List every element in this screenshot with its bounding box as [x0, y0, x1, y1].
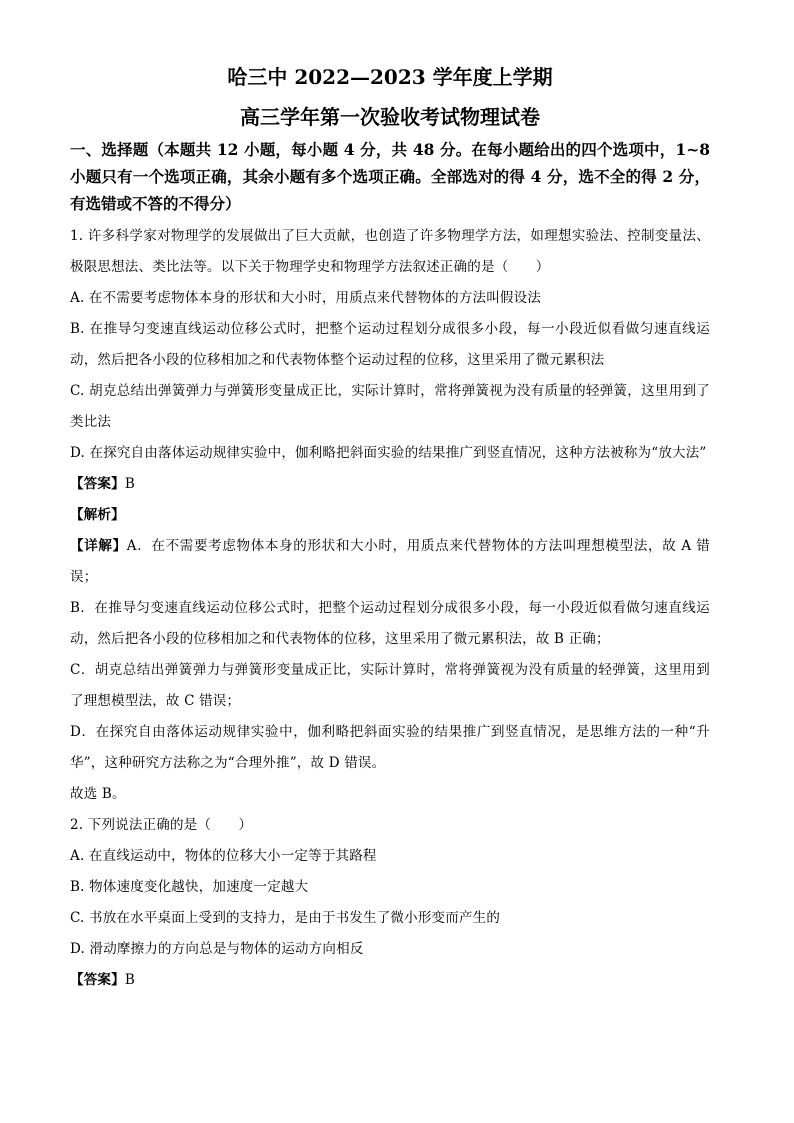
- question-2: [70, 810, 710, 996]
- q1-answer-tag: 【答案】: [70, 476, 125, 492]
- q1-option-a: A. 在不需要考虑物体本身的形状和大小时，用质点来代替物体的方法叫假设法: [70, 290, 542, 306]
- question-1: [70, 221, 710, 810]
- q1-detail-d: D．在探究自由落体运动规律实验中，伽利略把斜面实验的结果推广到竖直情况，是思维方法的一种“升华”，这种研究方法称之为“合理外推”，故 D 错误。: [70, 724, 710, 771]
- q1-option-d: D. 在探究自由落体运动规律实验中，伽利略把斜面实验的结果推广到竖直情况，这种方法被称为“放大法”: [70, 445, 707, 461]
- q2-answer-value: B: [124, 972, 135, 988]
- q2-answer: [70, 965, 710, 996]
- exam-title-line2: 高三学年第一次验收考试物理试卷: [240, 105, 540, 129]
- q2-option-d: D. 滑动摩擦力的方向总是与物体的运动方向相反: [70, 941, 364, 957]
- q2-option-a: A. 在直线运动中，物体的位移大小一定等于其路程: [70, 848, 377, 864]
- q1-detail-tag: 【详解】: [70, 538, 127, 554]
- q1-detail-b: B．在推导匀变速直线运动位移公式时，把整个运动过程划分成很多小段，每一小段近似看做匀速直线运动，然后把各小段的位移相加之和代表物体的位移，这里采用了微元累积法，故 B 正确；: [70, 600, 710, 647]
- q1-option-c: C. 胡克总结出弹簧弹力与弹簧形变量成正比，实际计算时，常将弹簧视为没有质量的轻弹簧，这里用到了类比法: [70, 383, 710, 430]
- q1-answer: [70, 469, 710, 500]
- q1-detail-c: C．胡克总结出弹簧弹力与弹簧形变量成正比，实际计算时，常将弹簧视为没有质量的轻弹簧，这里用到了理想模型法，故 C 错误；: [70, 662, 710, 709]
- q2-answer-tag: 【答案】: [70, 972, 125, 988]
- q1-detail-a: [70, 531, 710, 593]
- q1-analysis-tag: 【解析】: [70, 507, 125, 523]
- q1-conclusion: 故选 B。: [70, 786, 126, 802]
- q1-answer-value: B: [124, 476, 135, 492]
- q2-option-c: C. 书放在水平桌面上受到的支持力，是由于书发生了微小形变而产生的: [70, 910, 501, 926]
- q1-stem: 1. 许多科学家对物理学的发展做出了巨大贡献，也创造了许多物理学方法，如理想实验法、控制变量法、极限思想法、类比法等。以下关于物理学史和物理学方法叙述正确的是（ ）: [70, 228, 710, 275]
- q2-option-b: B. 物体速度变化越快，加速度一定越大: [70, 879, 309, 895]
- q1-analysis: [70, 500, 710, 531]
- q2-stem: 2. 下列说法正确的是（ ）: [70, 817, 253, 833]
- section-heading: 一、选择题（本题共 12 小题，每小题 4 分，共 48 分。在每小题给出的四个选项中，1~8 小题只有一个选项正确，其余小题有多个选项正确。全部选对的得 4 分，选不全的得 2 分，有选错或不答的不得分）: [70, 140, 710, 213]
- exam-title-line1: 哈三中 2022—2023 学年度上学期: [227, 65, 553, 89]
- q1-detail-a-text: A．在不需要考虑物体本身的形状和大小时，用质点来代替物体的方法叫理想模型法，故 A 错误；: [70, 538, 710, 585]
- q1-option-b: B. 在推导匀变速直线运动位移公式时，把整个运动过程划分成很多小段，每一小段近似看做匀速直线运动，然后把各小段的位移相加之和代表物体整个运动过程的位移，这里采用了微元累积法: [70, 321, 710, 368]
